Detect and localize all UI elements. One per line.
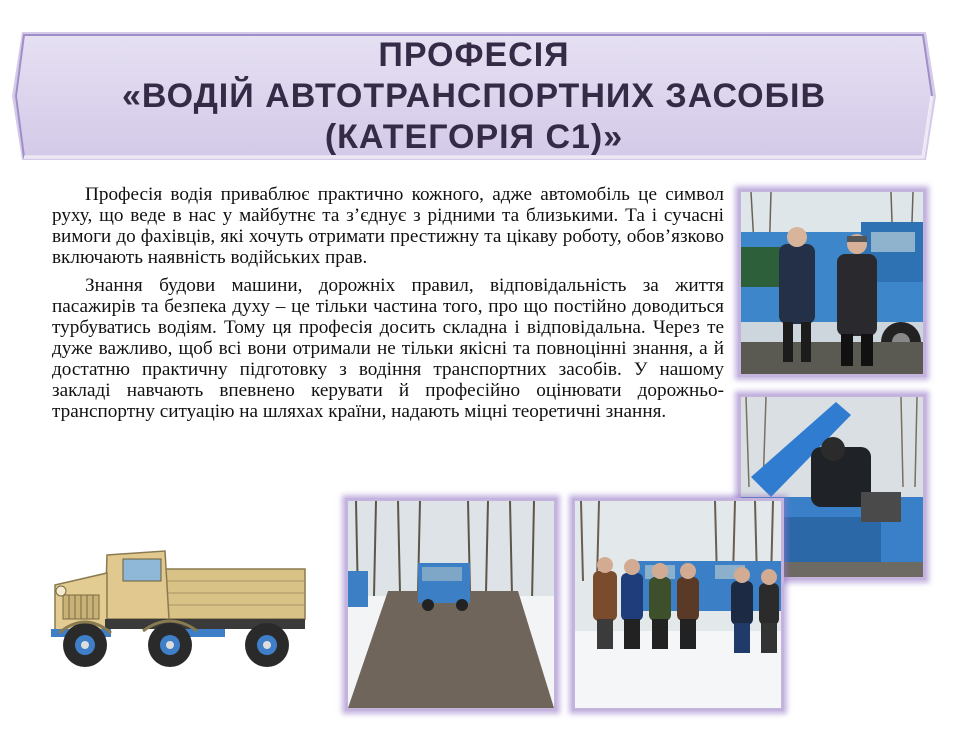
paragraph-2: Знання будови машини, дорожніх правил, відповідальність за життя пасажирів та безпека духу – це тільки частина того, про що постійно доводиться турбуватись водіям. Тому ця професія досить складна і відповідальна. Через те дуже важливо, щоб всі вони отримали не тільки якісні та повноцінні знання, а й достатню практичну підготовку з водіння транспортних засобів. У нашому закладі навчають впевнено керувати й професійно оцінювати дорожньо-транспортну ситуацію на шляхах країни, надають міцні теоретичні знання. <box>52 275 724 422</box>
title-line-2: «ВОДІЙ АВТОТРАНСПОРТНИХ ЗАСОБІВ <box>121 76 827 115</box>
truck-icon <box>45 533 310 683</box>
body-text <box>52 184 724 429</box>
paragraph-1: Професія водія приваблює практично кожного, адже автомобіль це символ руху, що веде в нас у майбутнє та з’єднує з рідними та близькими. Та і сучасні вимоги до фахівців, які хочуть отримати престижну та цікаву роботу, обов’язково включають наявність водійських прав. <box>52 184 724 268</box>
title-line-1: ПРОФЕСІЯ <box>378 35 570 74</box>
photo-students-group <box>572 498 784 711</box>
truck-illustration <box>45 533 310 683</box>
photo-people-with-truck <box>738 189 926 377</box>
title-banner <box>10 30 938 162</box>
title-line-3: (КАТЕГОРІЯ С1)» <box>324 117 624 156</box>
photo-truck-on-road <box>345 498 557 711</box>
page-title <box>10 30 938 162</box>
